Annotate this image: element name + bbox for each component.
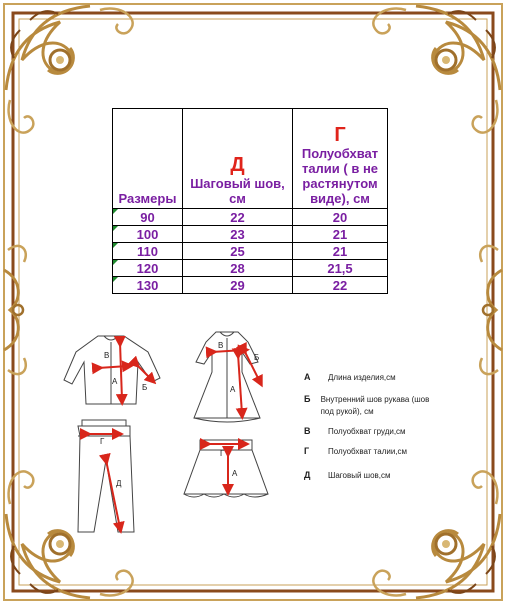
legend-letter: Г: [304, 446, 310, 456]
shirt-label-a: А: [112, 377, 118, 386]
header-letter: Г: [334, 124, 346, 146]
header-waist: [293, 109, 388, 209]
header-text: Полуобхват талии ( в не растянутом виде), см: [301, 146, 379, 206]
legend-item: [304, 470, 391, 482]
skirt-arrows: [206, 444, 244, 490]
table-row: [113, 226, 388, 243]
pants-diagram: [78, 420, 134, 532]
header-sizes: [113, 109, 183, 209]
table-cell: 100: [113, 226, 183, 243]
table-cell: 21: [293, 226, 388, 243]
table-cell: 28: [183, 260, 293, 277]
legend-text: Полуобхват талии,см: [328, 447, 408, 456]
legend-letter: В: [304, 426, 311, 436]
legend-letter: Д: [304, 470, 311, 480]
header-text: Шаговый шов, см: [190, 176, 285, 206]
table-cell: 21: [293, 243, 388, 260]
header-text: Размеры: [118, 191, 177, 206]
header-inseam: [183, 109, 293, 209]
legend-text: Длина изделия,см: [328, 373, 396, 382]
pants-label-g: Г: [100, 437, 105, 446]
shirt-label-b: Б: [142, 383, 148, 392]
skirt-diagram: [184, 440, 268, 497]
table-cell: 29: [183, 277, 293, 294]
table-cell: 21,5: [293, 260, 388, 277]
table-cell: 120: [113, 260, 183, 277]
table-cell: 22: [293, 277, 388, 294]
table-row: [113, 277, 388, 294]
table-row: [113, 209, 388, 226]
table-header-row: [113, 109, 388, 209]
table-cell: 25: [183, 243, 293, 260]
table-row: [113, 243, 388, 260]
dress-label-b: Б: [254, 353, 260, 362]
side-ornament: [4, 246, 26, 374]
legend-letter: А: [304, 372, 311, 382]
table-cell: 23: [183, 226, 293, 243]
table-cell: 20: [293, 209, 388, 226]
garment-diagrams: [62, 322, 292, 544]
dress-arrows: [212, 350, 260, 414]
table-cell: 110: [113, 243, 183, 260]
size-table: [112, 108, 388, 294]
legend-text: Шаговый шов,см: [328, 471, 391, 480]
skirt-label-g: Г: [220, 449, 225, 458]
legend-item: [304, 394, 434, 418]
dress-label-a: А: [230, 385, 236, 394]
legend-item: [304, 426, 406, 438]
skirt-label-a: А: [232, 469, 238, 478]
dress-diagram: [194, 332, 260, 422]
table-cell: 90: [113, 209, 183, 226]
pants-label-d: Д: [116, 479, 122, 488]
legend-text: Полуобхват груди,см: [328, 427, 406, 436]
dress-label-v: В: [218, 341, 224, 350]
legend-text: Внутренний шов рукава (шов под рукой), см: [320, 395, 430, 416]
shirt-diagram: [64, 336, 160, 404]
legend-item: [304, 372, 396, 384]
legend-item: [304, 446, 407, 458]
legend-letter: Б: [304, 394, 311, 404]
header-letter: Д: [230, 154, 245, 176]
table-row: [113, 260, 388, 277]
table-cell: 130: [113, 277, 183, 294]
shirt-label-v: В: [104, 351, 110, 360]
table-cell: 22: [183, 209, 293, 226]
